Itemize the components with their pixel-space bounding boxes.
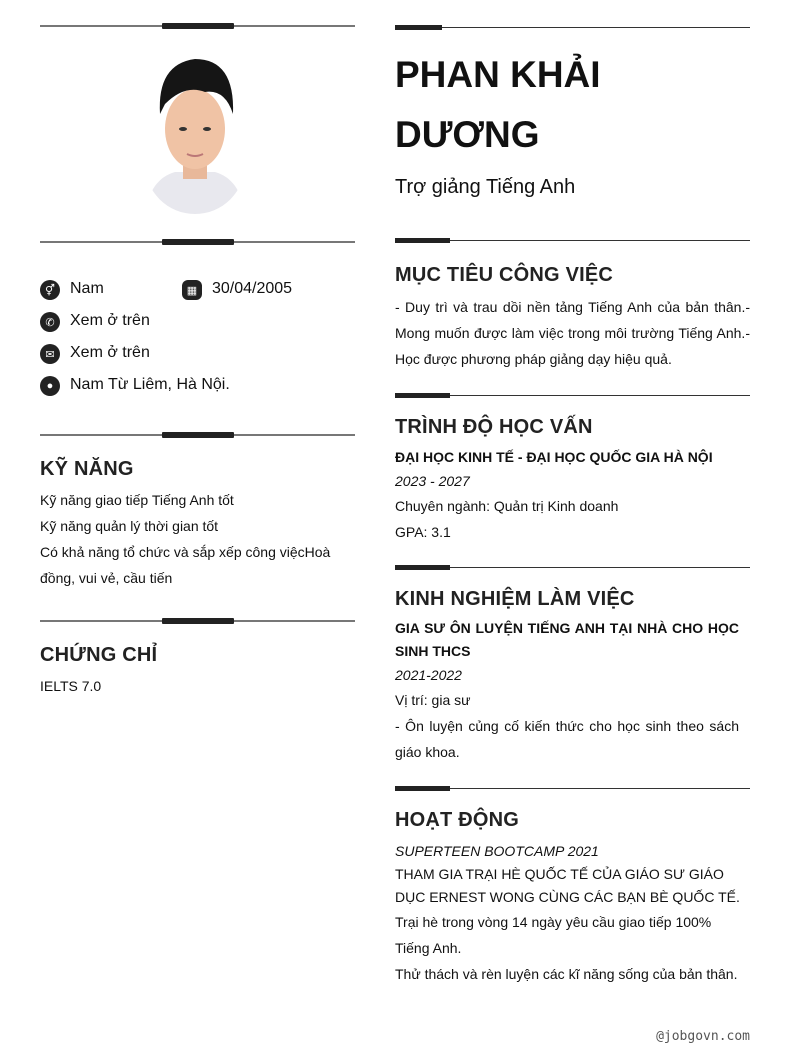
skill-item: Kỹ năng giao tiếp Tiếng Anh tốt (40, 492, 234, 508)
divider (395, 567, 750, 568)
phone-icon: ✆ (40, 312, 60, 332)
experience-entry (395, 617, 739, 765)
objective-heading: MỤC TIÊU CÔNG VIỆC (395, 264, 614, 286)
gender: Nam (70, 280, 104, 297)
avatar (145, 54, 245, 214)
watermark: @jobgovn.com (656, 1029, 750, 1044)
cert-item: IELTS 7.0 (40, 678, 102, 694)
divider (40, 434, 355, 436)
divider (395, 395, 750, 396)
activity-title: THAM GIA TRẠI HÈ QUỐC TẾ CỦA GIÁO SƯ GIÁO DỤC ERNEST WONG CÙNG CÁC BẠN BÈ QUỐC TẾ. (395, 866, 740, 905)
divider (40, 25, 355, 27)
skill-item: Kỹ năng quản lý thời gian tốt (40, 518, 219, 534)
email-icon: ✉ (40, 344, 60, 364)
skill-item: đồng, vui vẻ, cầu tiến (40, 570, 173, 586)
address: Nam Từ Liêm, Hà Nội. (70, 376, 230, 393)
date-of-birth: 30/04/2005 (212, 280, 293, 297)
skills-list (40, 487, 355, 591)
activities-heading: HOẠT ĐỘNG (395, 809, 520, 831)
experience-heading: KINH NGHIỆM LÀM VIỆC (395, 588, 635, 610)
education-major: Chuyên ngành: Quản trị Kinh doanh (395, 498, 619, 514)
divider (395, 788, 750, 789)
education-gpa: GPA: 3.1 (395, 524, 451, 540)
job-description: - Ôn luyện củng cố kiến thức cho học sinh theo sách giáo khoa. (395, 718, 739, 760)
education-heading: TRÌNH ĐỘ HỌC VẤN (395, 416, 593, 438)
education-period: 2023 - 2027 (395, 473, 470, 489)
education-entry (395, 445, 750, 545)
name-line: PHAN KHẢI (395, 54, 601, 95)
gender-icon: ⚥ (40, 280, 60, 300)
email: Xem ở trên (70, 344, 150, 361)
phone: Xem ở trên (70, 312, 150, 329)
job-name: GIA SƯ ÔN LUYỆN TIẾNG ANH TẠI NHÀ CHO HỌC SINH THCS (395, 620, 739, 659)
skills-heading: KỸ NĂNG (40, 458, 134, 480)
activity-entry (395, 839, 750, 987)
job-position: Vị trí: gia sư (395, 692, 471, 708)
job-title: Trợ giảng Tiếng Anh (395, 176, 576, 198)
candidate-name (395, 45, 601, 165)
divider (40, 241, 355, 243)
divider (395, 27, 750, 28)
activity-line: Trại hè trong vòng 14 ngày yêu cầu giao tiếp 100% (395, 914, 712, 930)
school-name: ĐẠI HỌC KINH TẾ - ĐẠI HỌC QUỐC GIA HÀ NỘI (395, 449, 713, 465)
objective-text: - Duy trì và trau dồi nền tảng Tiếng Anh của bản thân.- Mong muốn được làm việc trong môi trường Tiếng Anh.- Học được phương pháp giảng dạy hiệu quả. (395, 299, 750, 367)
activity-name: SUPERTEEN BOOTCAMP 2021 (395, 843, 599, 859)
calendar-icon: ▦ (182, 280, 202, 300)
skill-item: Có khả năng tổ chức và sắp xếp công việcHoà (40, 544, 331, 560)
divider (395, 240, 750, 241)
job-period: 2021-2022 (395, 667, 462, 683)
name-line: DƯƠNG (395, 114, 540, 155)
activity-line: Tiếng Anh. (395, 940, 462, 956)
certs-heading: CHỨNG CHỈ (40, 644, 158, 666)
activity-line: Thử thách và rèn luyện các kĩ năng sống của bản thân. (395, 966, 738, 982)
divider (40, 620, 355, 622)
location-icon: ● (40, 376, 60, 396)
